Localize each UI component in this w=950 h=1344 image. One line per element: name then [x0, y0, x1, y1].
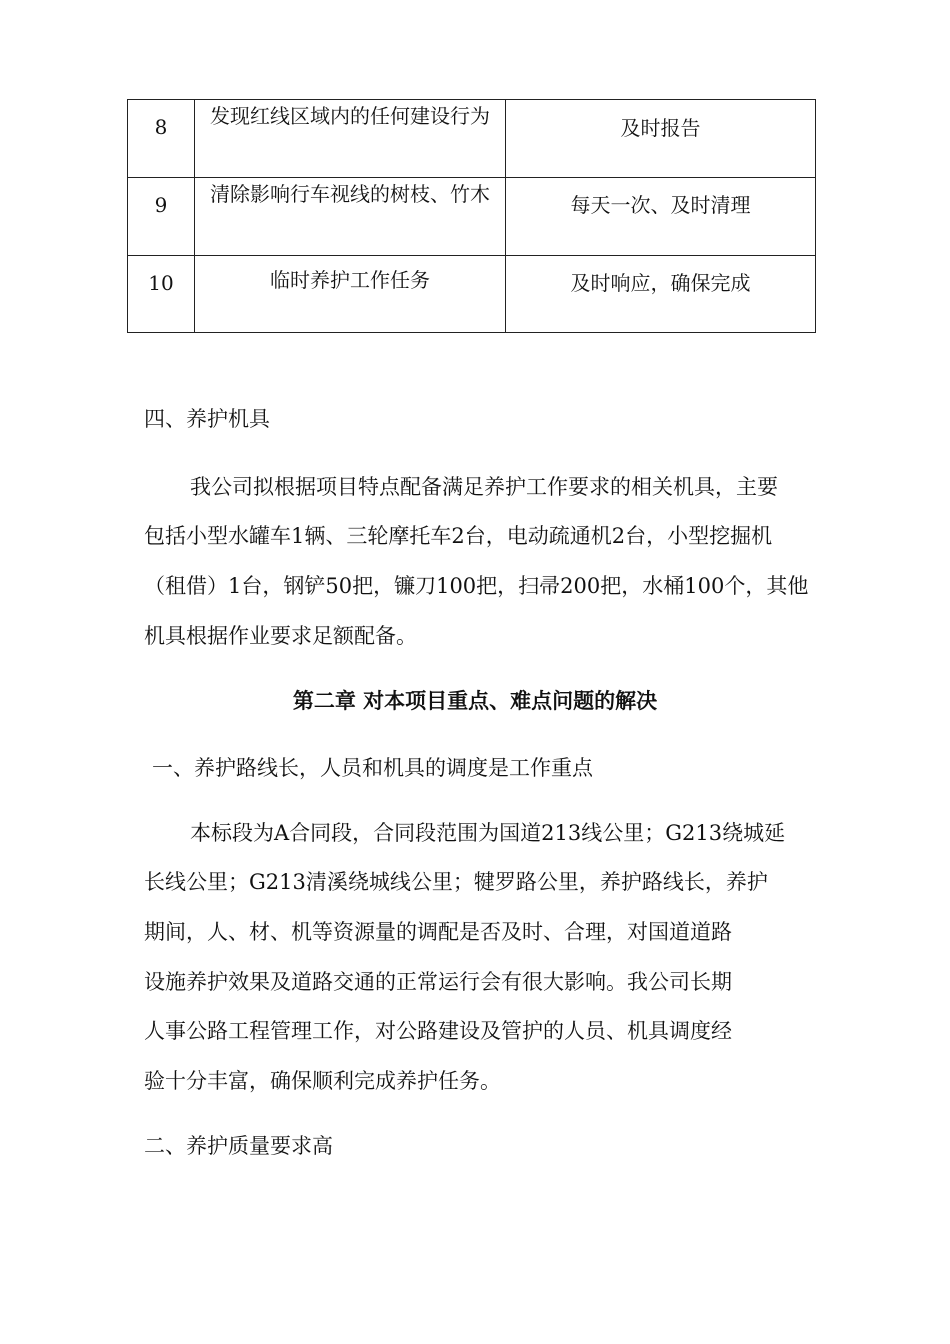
- requirement-text: 及时响应，确保完成: [570, 271, 751, 295]
- requirement-text: 及时报告: [620, 116, 701, 140]
- task-cell: [195, 178, 506, 256]
- row-number-cell: [128, 100, 195, 178]
- table-row: [128, 100, 816, 178]
- maintenance-table: [127, 99, 816, 333]
- requirement-text: 每天一次、及时清理: [570, 193, 751, 217]
- requirement-cell: [506, 178, 816, 256]
- subsection-heading: 一、养护路线长，人员和机具的调度是工作重点: [152, 756, 593, 780]
- task-text: 清除影响行车视线的树枝、竹木: [210, 182, 490, 206]
- paragraph-line: 人事公路工程管理工作，对公路建设及管护的人员、机具调度经: [144, 1019, 732, 1043]
- row-number-cell: [128, 256, 195, 333]
- paragraph-line: 设施养护效果及道路交通的正常运行会有很大影响。我公司长期: [144, 970, 732, 994]
- row-number: 8: [154, 115, 168, 139]
- row-number: 10: [148, 271, 174, 295]
- task-text: 临时养护工作任务: [270, 268, 430, 292]
- subsection-heading: 二、养护质量要求高: [144, 1134, 333, 1158]
- chapter-title: 第二章 对本项目重点、难点问题的解决: [292, 688, 658, 713]
- paragraph-line: 我公司拟根据项目特点配备满足养护工作要求的相关机具，主要: [190, 475, 778, 499]
- paragraph-line: 包括小型水罐车1辆、三轮摩托车2台，电动疏通机2台，小型挖掘机: [144, 524, 773, 548]
- task-cell: [195, 100, 506, 178]
- task-cell: [195, 256, 506, 333]
- table-row: [128, 178, 816, 256]
- paragraph-line: （租借）1台，钢铲50把，镰刀100把，扫帚200把，水桶100个，其他: [144, 574, 809, 598]
- paragraph-line: 本标段为A合同段，合同段范围为国道213线公里；G213绕城延: [190, 821, 786, 845]
- task-text: 发现红线区域内的任何建设行为: [210, 104, 490, 128]
- paragraph-line: 验十分丰富，确保顺利完成养护任务。: [144, 1069, 501, 1093]
- paragraph-line: 长线公里；G213清溪绕城线公里；犍罗路公里，养护路线长，养护: [144, 870, 768, 894]
- requirement-cell: [506, 256, 816, 333]
- requirement-cell: [506, 100, 816, 178]
- section-heading: 四、养护机具: [144, 407, 270, 431]
- row-number-cell: [128, 178, 195, 256]
- paragraph-line: 机具根据作业要求足额配备。: [144, 624, 417, 648]
- row-number: 9: [154, 193, 168, 217]
- paragraph-line: 期间，人、材、机等资源量的调配是否及时、合理，对国道道路: [144, 920, 732, 944]
- table-row: [128, 256, 816, 333]
